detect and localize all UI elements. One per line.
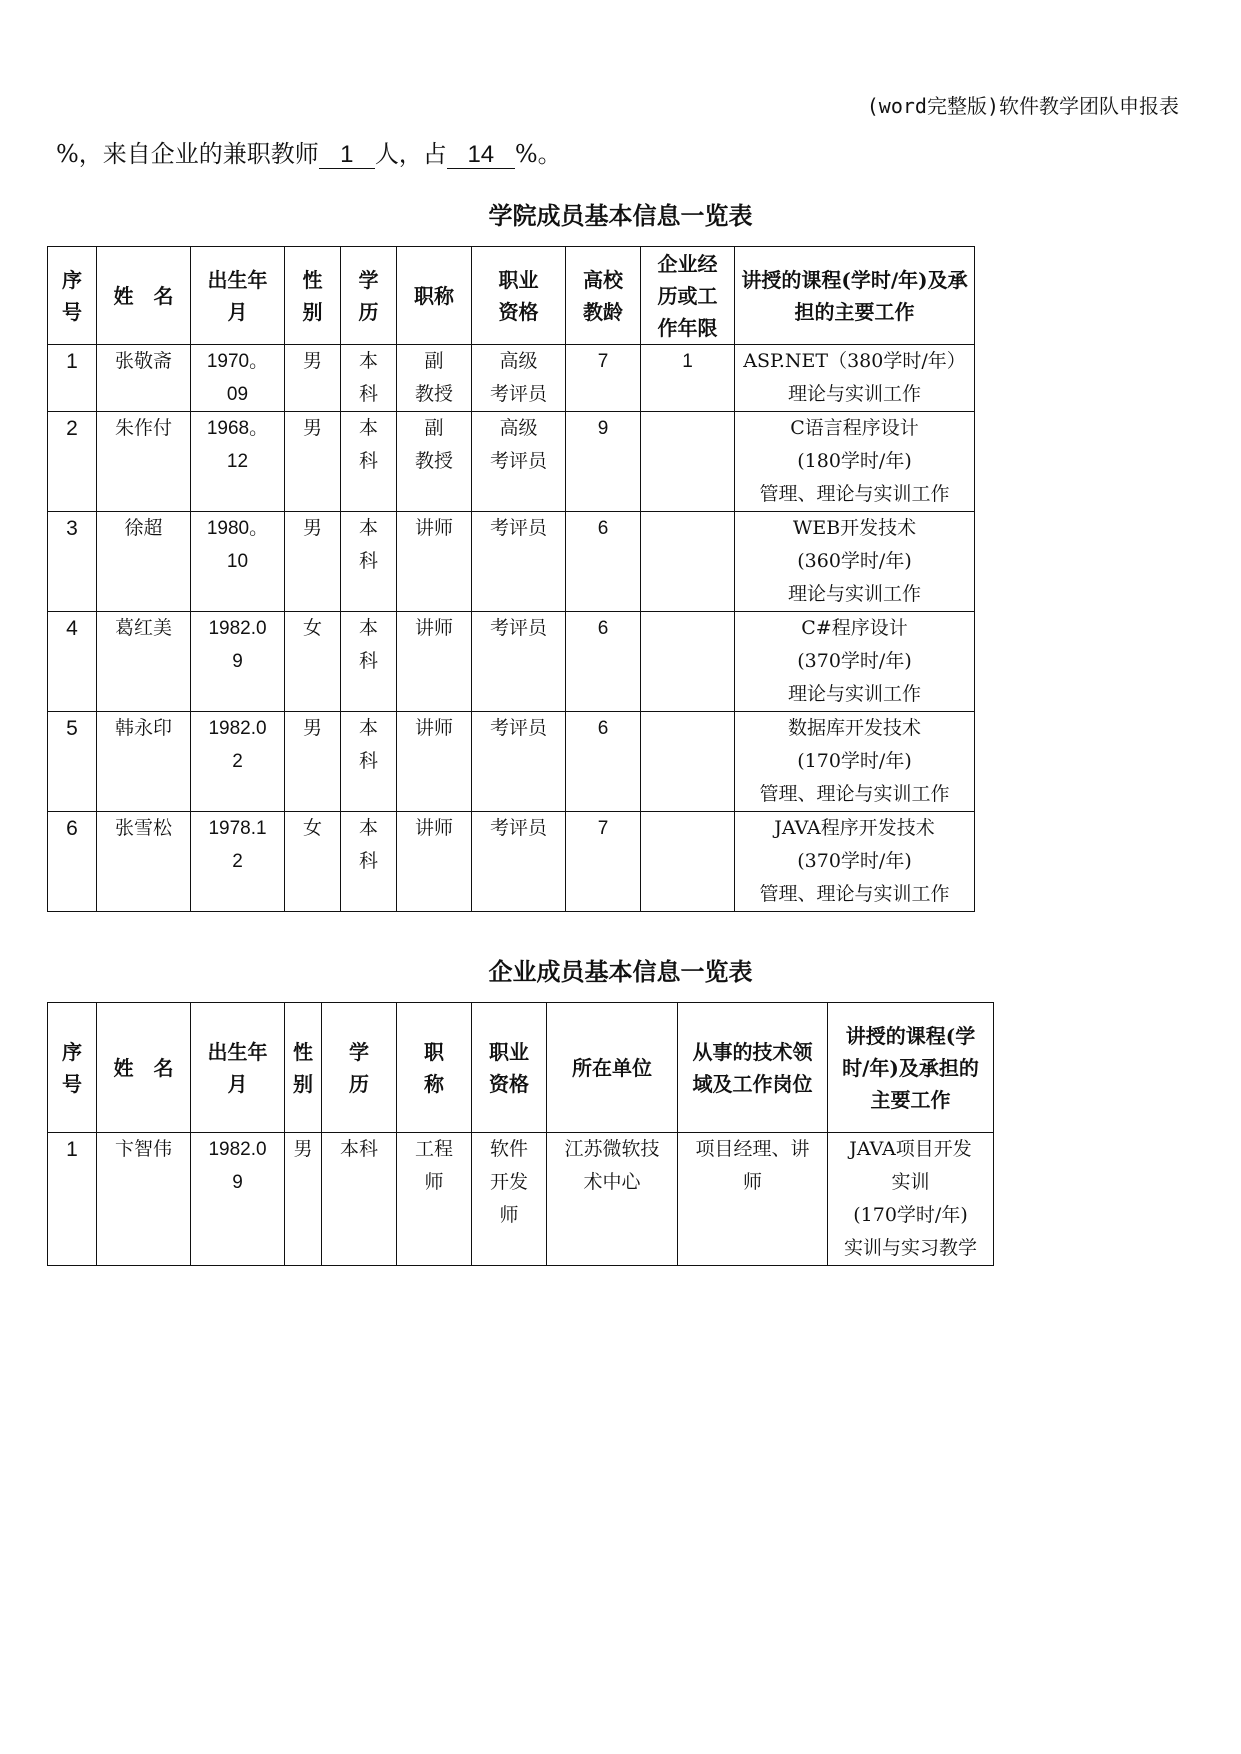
column-header: 性别 — [285, 1003, 322, 1133]
qualification — [472, 345, 566, 412]
job-title — [397, 512, 472, 612]
course-and-work-line: (170学时/年) — [853, 1204, 968, 1226]
course-and-work-line: 理论与实训工作 — [787, 683, 921, 705]
gender: 男 — [285, 345, 341, 412]
column-header: 从事的技术领域及工作岗位 — [678, 1003, 828, 1133]
enterprise-years — [641, 712, 735, 812]
table-row — [48, 412, 975, 512]
course-and-work — [735, 512, 975, 612]
course-and-work-line: 实训与实习教学 — [843, 1237, 977, 1259]
member-name: 卞智伟 — [97, 1133, 191, 1266]
birth-date-line: 12 — [226, 451, 249, 472]
education-line: 本 — [358, 350, 378, 372]
education-line: 本 — [358, 617, 378, 639]
job-title-line: 师 — [424, 1171, 444, 1193]
birth-date-line: 09 — [226, 384, 249, 405]
column-header: 序号 — [48, 247, 97, 345]
course-and-work — [735, 612, 975, 712]
table-row — [48, 1133, 994, 1266]
course-and-work-line: 管理、理论与实训工作 — [759, 783, 950, 805]
education-line: 科 — [358, 383, 378, 405]
table-row — [48, 812, 975, 912]
qualification — [472, 812, 566, 912]
gender: 男 — [285, 412, 341, 512]
course-and-work-line: 理论与实训工作 — [787, 383, 921, 405]
birth-date — [191, 712, 285, 812]
column-header: 讲授的课程(学时/年)及承担的主要工作 — [735, 247, 975, 345]
education-line: 科 — [358, 850, 378, 872]
birth-date-line: 1982.0 — [208, 718, 267, 739]
college-members-table — [47, 246, 975, 912]
member-name: 张雪松 — [97, 812, 191, 912]
course-and-work-line: C语言程序设计 — [790, 417, 919, 439]
course-and-work-line: C#程序设计 — [801, 617, 908, 639]
course-and-work-line: (170学时/年) — [797, 750, 912, 772]
table-row — [48, 345, 975, 412]
birth-date-line: 2 — [232, 751, 243, 772]
technical-field-line: 师 — [742, 1171, 762, 1193]
gender: 女 — [285, 812, 341, 912]
job-title-line: 教授 — [414, 450, 453, 472]
birth-date — [191, 512, 285, 612]
education-line: 科 — [358, 550, 378, 572]
course-and-work-line: (370学时/年) — [797, 850, 912, 872]
enterprise-years: 1 — [641, 345, 735, 412]
row-number: 1 — [48, 1133, 97, 1266]
job-title — [397, 1133, 472, 1266]
birth-date-line: 1982.0 — [208, 1139, 267, 1160]
birth-date-line: 1982.0 — [208, 618, 267, 639]
education-line: 科 — [358, 650, 378, 672]
qualification-line: 考评员 — [489, 717, 547, 739]
column-header: 职业资格 — [472, 247, 566, 345]
qualification-line: 考评员 — [489, 450, 547, 472]
member-name: 葛红美 — [97, 612, 191, 712]
college-table-header-row — [48, 247, 975, 345]
enterprise-years — [641, 612, 735, 712]
part-time-teacher-percent: 14 — [447, 142, 515, 169]
qualification-line: 考评员 — [489, 617, 547, 639]
course-and-work-line: (370学时/年) — [797, 650, 912, 672]
course-and-work — [735, 712, 975, 812]
qualification — [472, 1133, 547, 1266]
birth-date — [191, 812, 285, 912]
education — [341, 812, 397, 912]
education — [341, 712, 397, 812]
column-header: 性别 — [285, 247, 341, 345]
enterprise-members-table — [47, 1002, 994, 1266]
course-and-work — [735, 412, 975, 512]
column-header: 姓 名 — [97, 247, 191, 345]
column-header: 出生年月 — [191, 247, 285, 345]
course-and-work-line: (360学时/年) — [797, 550, 912, 572]
qualification — [472, 712, 566, 812]
table-row — [48, 612, 975, 712]
member-name: 徐超 — [97, 512, 191, 612]
member-name: 张敬斋 — [97, 345, 191, 412]
job-title — [397, 612, 472, 712]
education: 本科 — [322, 1133, 397, 1266]
birth-date-line: 9 — [232, 651, 243, 672]
birth-date-line: 1970。 — [206, 351, 269, 372]
college-table-title: 学院成员基本信息一览表 — [488, 201, 753, 230]
job-title-line: 讲师 — [414, 617, 453, 639]
job-title — [397, 812, 472, 912]
intro-suffix: %。 — [514, 140, 562, 168]
education-line: 本 — [358, 417, 378, 439]
course-and-work-line: ASP.NET（380学时/年） — [743, 350, 966, 372]
row-number: 3 — [48, 512, 97, 612]
column-header: 序号 — [48, 1003, 97, 1133]
teaching-years: 6 — [566, 512, 641, 612]
teaching-years: 9 — [566, 412, 641, 512]
course-and-work-line: 管理、理论与实训工作 — [759, 483, 950, 505]
education-line: 科 — [358, 450, 378, 472]
gender: 女 — [285, 612, 341, 712]
education — [341, 612, 397, 712]
column-header: 学历 — [341, 247, 397, 345]
enterprise-years — [641, 512, 735, 612]
enterprise-table-title: 企业成员基本信息一览表 — [488, 957, 753, 986]
education-line: 本 — [358, 817, 378, 839]
birth-date-line: 9 — [232, 1172, 243, 1193]
qualification-line: 考评员 — [489, 517, 547, 539]
row-number: 6 — [48, 812, 97, 912]
job-title-line: 副 — [424, 350, 444, 372]
qualification-line: 软件 — [489, 1138, 528, 1160]
enterprise-years — [641, 812, 735, 912]
teaching-years: 7 — [566, 812, 641, 912]
job-title-line: 工程 — [414, 1138, 453, 1160]
birth-date-line: 10 — [226, 551, 249, 572]
birth-date — [191, 1133, 285, 1266]
education-line: 本 — [358, 717, 378, 739]
education — [341, 412, 397, 512]
intro-prefix: %，来自企业的兼职教师 — [56, 140, 319, 168]
birth-date — [191, 612, 285, 712]
education-line: 科 — [358, 750, 378, 772]
column-header: 姓 名 — [97, 1003, 191, 1133]
qualification-line: 开发 — [489, 1171, 528, 1193]
row-number: 4 — [48, 612, 97, 712]
course-and-work-line: JAVA程序开发技术 — [774, 817, 935, 839]
employer-unit — [547, 1133, 678, 1266]
course-and-work — [735, 812, 975, 912]
job-title-line: 讲师 — [414, 717, 453, 739]
table-row — [48, 512, 975, 612]
qualification-line: 师 — [499, 1204, 519, 1226]
enterprise-table-header-row — [48, 1003, 994, 1133]
education — [341, 512, 397, 612]
birth-date-line: 2 — [232, 851, 243, 872]
member-name: 韩永印 — [97, 712, 191, 812]
part-time-teacher-count: 1 — [319, 142, 375, 169]
qualification-line: 高级 — [499, 350, 538, 372]
column-header: 讲授的课程(学时/年)及承担的主要工作 — [828, 1003, 994, 1133]
birth-date-line: 1980。 — [206, 518, 269, 539]
intro-line — [56, 134, 562, 169]
employer-unit-line: 江苏微软技 — [564, 1138, 660, 1160]
column-header: 所在单位 — [547, 1003, 678, 1133]
teaching-years: 6 — [566, 612, 641, 712]
course-and-work-line: 数据库开发技术 — [787, 717, 921, 739]
education-line: 本 — [358, 517, 378, 539]
course-and-work-line: (180学时/年) — [797, 450, 912, 472]
course-and-work-line: JAVA项目开发 — [849, 1138, 972, 1160]
education — [341, 345, 397, 412]
course-and-work — [735, 345, 975, 412]
course-and-work-line: 理论与实训工作 — [787, 583, 921, 605]
teaching-years: 7 — [566, 345, 641, 412]
column-header: 职业资格 — [472, 1003, 547, 1133]
employer-unit-line: 术中心 — [583, 1171, 641, 1193]
column-header: 企业经历或工作年限 — [641, 247, 735, 345]
column-header: 高校教龄 — [566, 247, 641, 345]
enterprise-years — [641, 412, 735, 512]
qualification-line: 考评员 — [489, 817, 547, 839]
job-title — [397, 712, 472, 812]
row-number: 1 — [48, 345, 97, 412]
qualification-line: 考评员 — [489, 383, 547, 405]
job-title-line: 讲师 — [414, 517, 453, 539]
qualification — [472, 512, 566, 612]
job-title-line: 副 — [424, 417, 444, 439]
course-and-work-line: 管理、理论与实训工作 — [759, 883, 950, 905]
job-title-line: 教授 — [414, 383, 453, 405]
column-header: 职称 — [397, 247, 472, 345]
table-row — [48, 712, 975, 812]
column-header: 学历 — [322, 1003, 397, 1133]
course-and-work-line: 实训 — [891, 1171, 930, 1193]
qualification — [472, 612, 566, 712]
column-header: 出生年月 — [191, 1003, 285, 1133]
qualification-line: 高级 — [499, 417, 538, 439]
intro-mid: 人，占 — [374, 140, 447, 168]
course-and-work-line: WEB开发技术 — [792, 517, 917, 539]
teaching-years: 6 — [566, 712, 641, 812]
column-header: 职称 — [397, 1003, 472, 1133]
job-title-line: 讲师 — [414, 817, 453, 839]
birth-date — [191, 412, 285, 512]
technical-field — [678, 1133, 828, 1266]
qualification — [472, 412, 566, 512]
document-header-title: (word完整版)软件教学团队申报表 — [866, 94, 1179, 118]
job-title — [397, 412, 472, 512]
row-number: 2 — [48, 412, 97, 512]
row-number: 5 — [48, 712, 97, 812]
technical-field-line: 项目经理、讲 — [695, 1138, 810, 1160]
member-name: 朱作付 — [97, 412, 191, 512]
gender: 男 — [285, 712, 341, 812]
course-and-work — [828, 1133, 994, 1266]
job-title — [397, 345, 472, 412]
birth-date-line: 1968。 — [206, 418, 269, 439]
birth-date — [191, 345, 285, 412]
gender: 男 — [285, 512, 341, 612]
birth-date-line: 1978.1 — [208, 818, 267, 839]
gender: 男 — [285, 1133, 322, 1266]
